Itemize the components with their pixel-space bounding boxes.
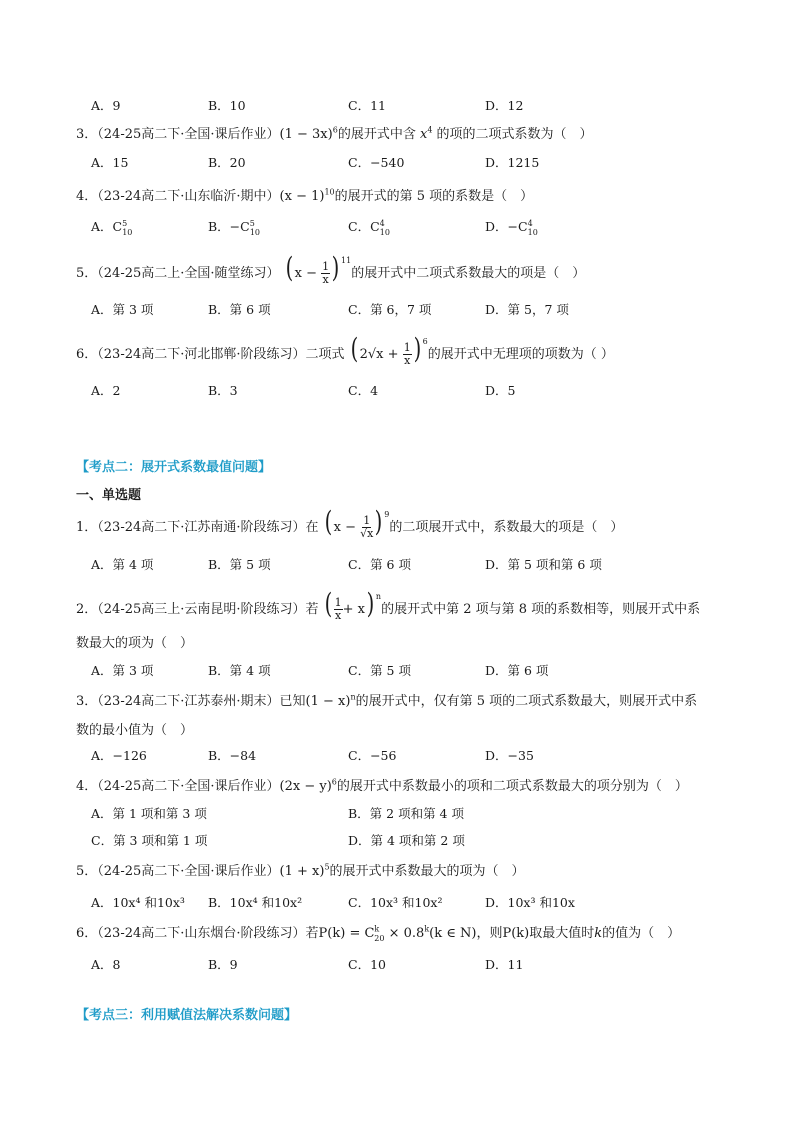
option-d: D．$-C^4_{10}$ [485, 218, 538, 237]
section-heading: 【考点二：展开式系数最值问题】 [76, 460, 272, 475]
option-c: C．−56 [348, 748, 397, 763]
option-d: D．第 5，7 项 [485, 302, 569, 317]
option-a: A．第 1 项和第 3 项 [91, 806, 207, 821]
option-d: D．11 [485, 957, 524, 972]
question-5: 5．（24-25高二下·全国·课后作业）$(1 + x)^5$的展开式中系数最大的项为（ ） [76, 862, 525, 879]
option-d: D．12 [485, 98, 524, 113]
option-b: B．第 5 项 [208, 557, 271, 572]
option-c: C．第 3 项和第 1 项 [91, 833, 208, 848]
option-a: A．第 4 项 [91, 557, 154, 572]
question-3: 3．（23-24高二下·江苏泰州·期末）已知$(1 - x)^n$的展开式中，仅有第 5 项的二项式系数最大，则展开式中系 [76, 692, 698, 709]
question-4: 4．（24-25高二下·全国·课后作业）$(2x - y)^6$的展开式中系数最小的项和二项式系数最大的项分别为（ ） [76, 777, 688, 794]
option-d: D．−35 [485, 748, 534, 763]
option-b: B．10 [208, 98, 246, 113]
option-b: B．第 6 项 [208, 302, 271, 317]
option-d: D．5 [485, 383, 516, 398]
section-subheading: 一、单选题 [76, 488, 142, 503]
option-c: C．第 5 项 [348, 663, 411, 678]
option-a: A．9 [91, 98, 121, 113]
option-c: C．−540 [348, 155, 405, 170]
option-c: C．$C^4_{10}$ [348, 218, 390, 237]
option-c: C．第 6 项 [348, 557, 411, 572]
option-d: D．1215 [485, 155, 540, 170]
question-3: 3．（24-25高二下·全国·课后作业）$(1 - 3x)^6$的展开式中含 $x^4$ 的项的二项式系数为（ ） [76, 125, 593, 142]
option-b: B．20 [208, 155, 246, 170]
option-c: C．10 [348, 957, 386, 972]
question-3-continued: 数的最小值为（ ） [76, 723, 194, 738]
option-a: A．2 [91, 383, 121, 398]
option-b: B．10x⁴ 和10x² [208, 895, 303, 910]
question-4: 4．（23-24高二下·山东临沂·期中）$(x - 1)^{10}$的展开式的第 5 项的系数是（ ） [76, 187, 534, 204]
section-heading: 【考点三：利用赋值法解决系数问题】 [76, 1008, 298, 1023]
option-c: C．4 [348, 383, 379, 398]
option-d: D．10x³ 和10x [485, 895, 575, 910]
option-a: A．10x⁴ 和10x³ [91, 895, 185, 910]
option-b: B．−84 [208, 748, 257, 763]
option-a: A．8 [91, 957, 121, 972]
question-2-continued: 数最大的项为（ ） [76, 636, 194, 651]
question-1: 1．（23-24高二下·江苏南通·阶段练习）在 ( x − $\frac{1}{√x}$ ) $^9$的二项展开式中，系数最大的项是（ ） [76, 505, 624, 540]
option-c: C．第 6，7 项 [348, 302, 432, 317]
question-2: 2．（24-25高三上·云南昆明·阶段练习）若 ( $\frac{1}{x}$ + x) $^n$的展开式中第 2 项与第 8 项的系数相等，则展开式中系 [76, 587, 701, 622]
option-a: A．$C^5_{10}$ [91, 218, 133, 237]
option-b: B．3 [208, 383, 238, 398]
option-c: C．10x³ 和10x² [348, 895, 443, 910]
option-d: D．第 5 项和第 6 项 [485, 557, 602, 572]
option-a: A．15 [91, 155, 129, 170]
option-b: B．$-C^5_{10}$ [208, 218, 261, 237]
option-a: A．第 3 项 [91, 663, 154, 678]
option-d: D．第 6 项 [485, 663, 549, 678]
option-b: B．第 4 项 [208, 663, 271, 678]
option-b: B．第 2 项和第 4 项 [348, 806, 464, 821]
question-6: 6．（23-24高二下·山东烟台·阶段练习）若$P(k) = C^k_{20} \times 0.8^k(k$ ∈ N)，则P(k)取最大值时k的值为（ ） [76, 924, 681, 943]
option-b: B．9 [208, 957, 238, 972]
question-5: 5．（24-25高二上·全国·随堂练习） ( x − $\frac{1}{x}$ ) $^{11}$的展开式中二项式系数最大的项是（ ） [76, 251, 586, 286]
option-a: A．−126 [91, 748, 147, 763]
option-d: D．第 4 项和第 2 项 [348, 833, 465, 848]
option-a: A．第 3 项 [91, 302, 154, 317]
question-6: 6．（23-24高二下·河北邯郸·阶段练习）二项式 ( 2√x + $\frac{1}{x}$ ) $^6$的展开式中无理项的项数为（ ） [76, 332, 614, 367]
option-c: C．11 [348, 98, 386, 113]
